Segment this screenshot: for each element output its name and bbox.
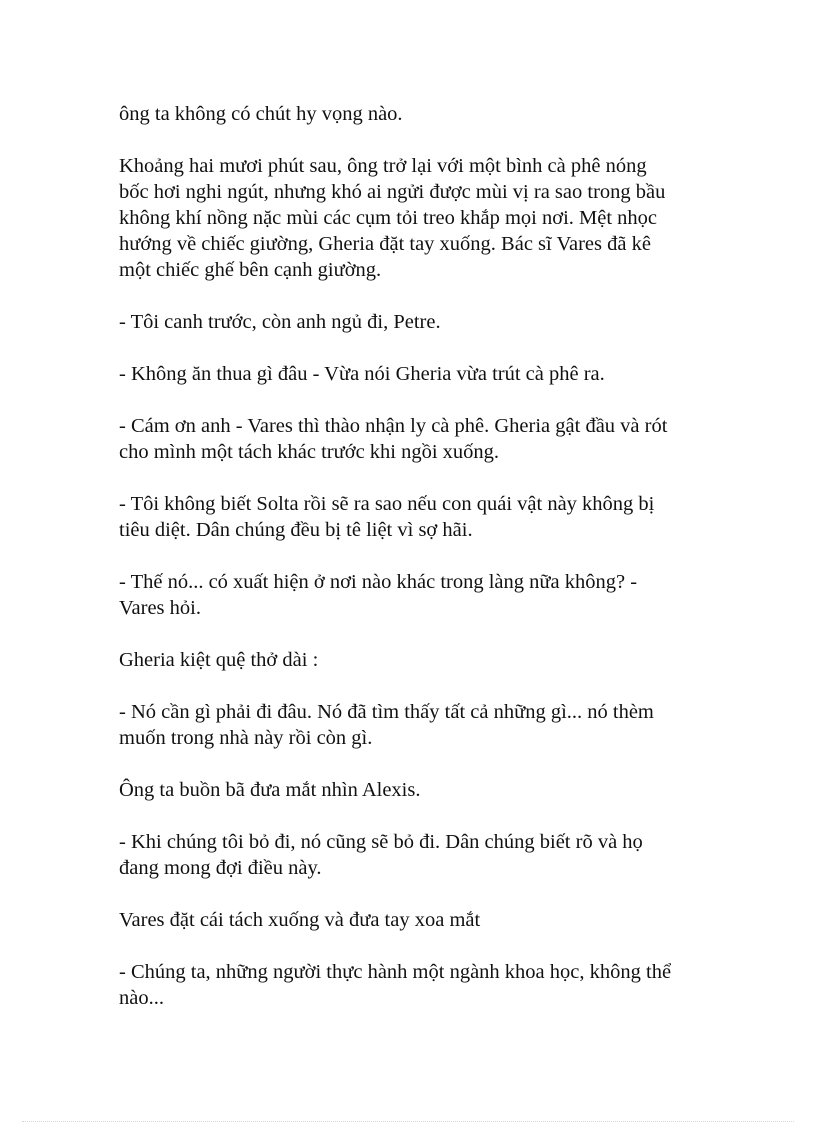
paragraph: ông ta không có chút hy vọng nào.	[119, 103, 403, 125]
paragraph: - Không ăn thua gì đâu - Vừa nói Gheria vừa trút cà phê ra.	[119, 363, 605, 385]
paragraph: - Thế nó... có xuất hiện ở nơi nào khác trong làng nữa không? - Vares hỏi.	[119, 571, 638, 619]
paragraph: - Nó cần gì phải đi đâu. Nó đã tìm thấy tất cả những gì... nó thèm muốn trong nhà này rồi còn gì.	[119, 701, 654, 749]
paragraph: - Tôi canh trước, còn anh ngủ đi, Petre.	[119, 311, 441, 333]
paragraph: Gheria kiệt quệ thở dài :	[119, 649, 319, 671]
paragraph: - Tôi không biết Solta rồi sẽ ra sao nếu con quái vật này không bị tiêu diệt. Dân chúng đều bị tê liệt vì sợ hãi.	[119, 493, 655, 541]
page-bottom-divider	[22, 1121, 794, 1122]
document-body	[119, 101, 699, 1037]
paragraph: Khoảng hai mươi phút sau, ông trở lại với một bình cà phê nóng bốc hơi nghi ngút, nhưng khó ai ngửi được mùi vị ra sao trong bầu không khí nồng nặc mùi các cụm tỏi treo khắp mọi nơi. Mệt nhọc hướng về chiếc giường, Gheria đặt tay xuống. Bác sĩ Vares đã kê một chiếc ghế bên cạnh giường.	[119, 155, 666, 281]
paragraph: - Chúng ta, những người thực hành một ngành khoa học, không thể nào...	[119, 961, 672, 1009]
paragraph: - Khi chúng tôi bỏ đi, nó cũng sẽ bỏ đi. Dân chúng biết rõ và họ đang mong đợi điều này.	[119, 831, 643, 879]
paragraph: - Cám ơn anh - Vares thì thào nhận ly cà phê. Gheria gật đầu và rót cho mình một tách khác trước khi ngồi xuống.	[119, 415, 668, 463]
paragraph: Ông ta buồn bã đưa mắt nhìn Alexis.	[119, 779, 421, 801]
paragraph: Vares đặt cái tách xuống và đưa tay xoa mắt	[119, 909, 481, 931]
